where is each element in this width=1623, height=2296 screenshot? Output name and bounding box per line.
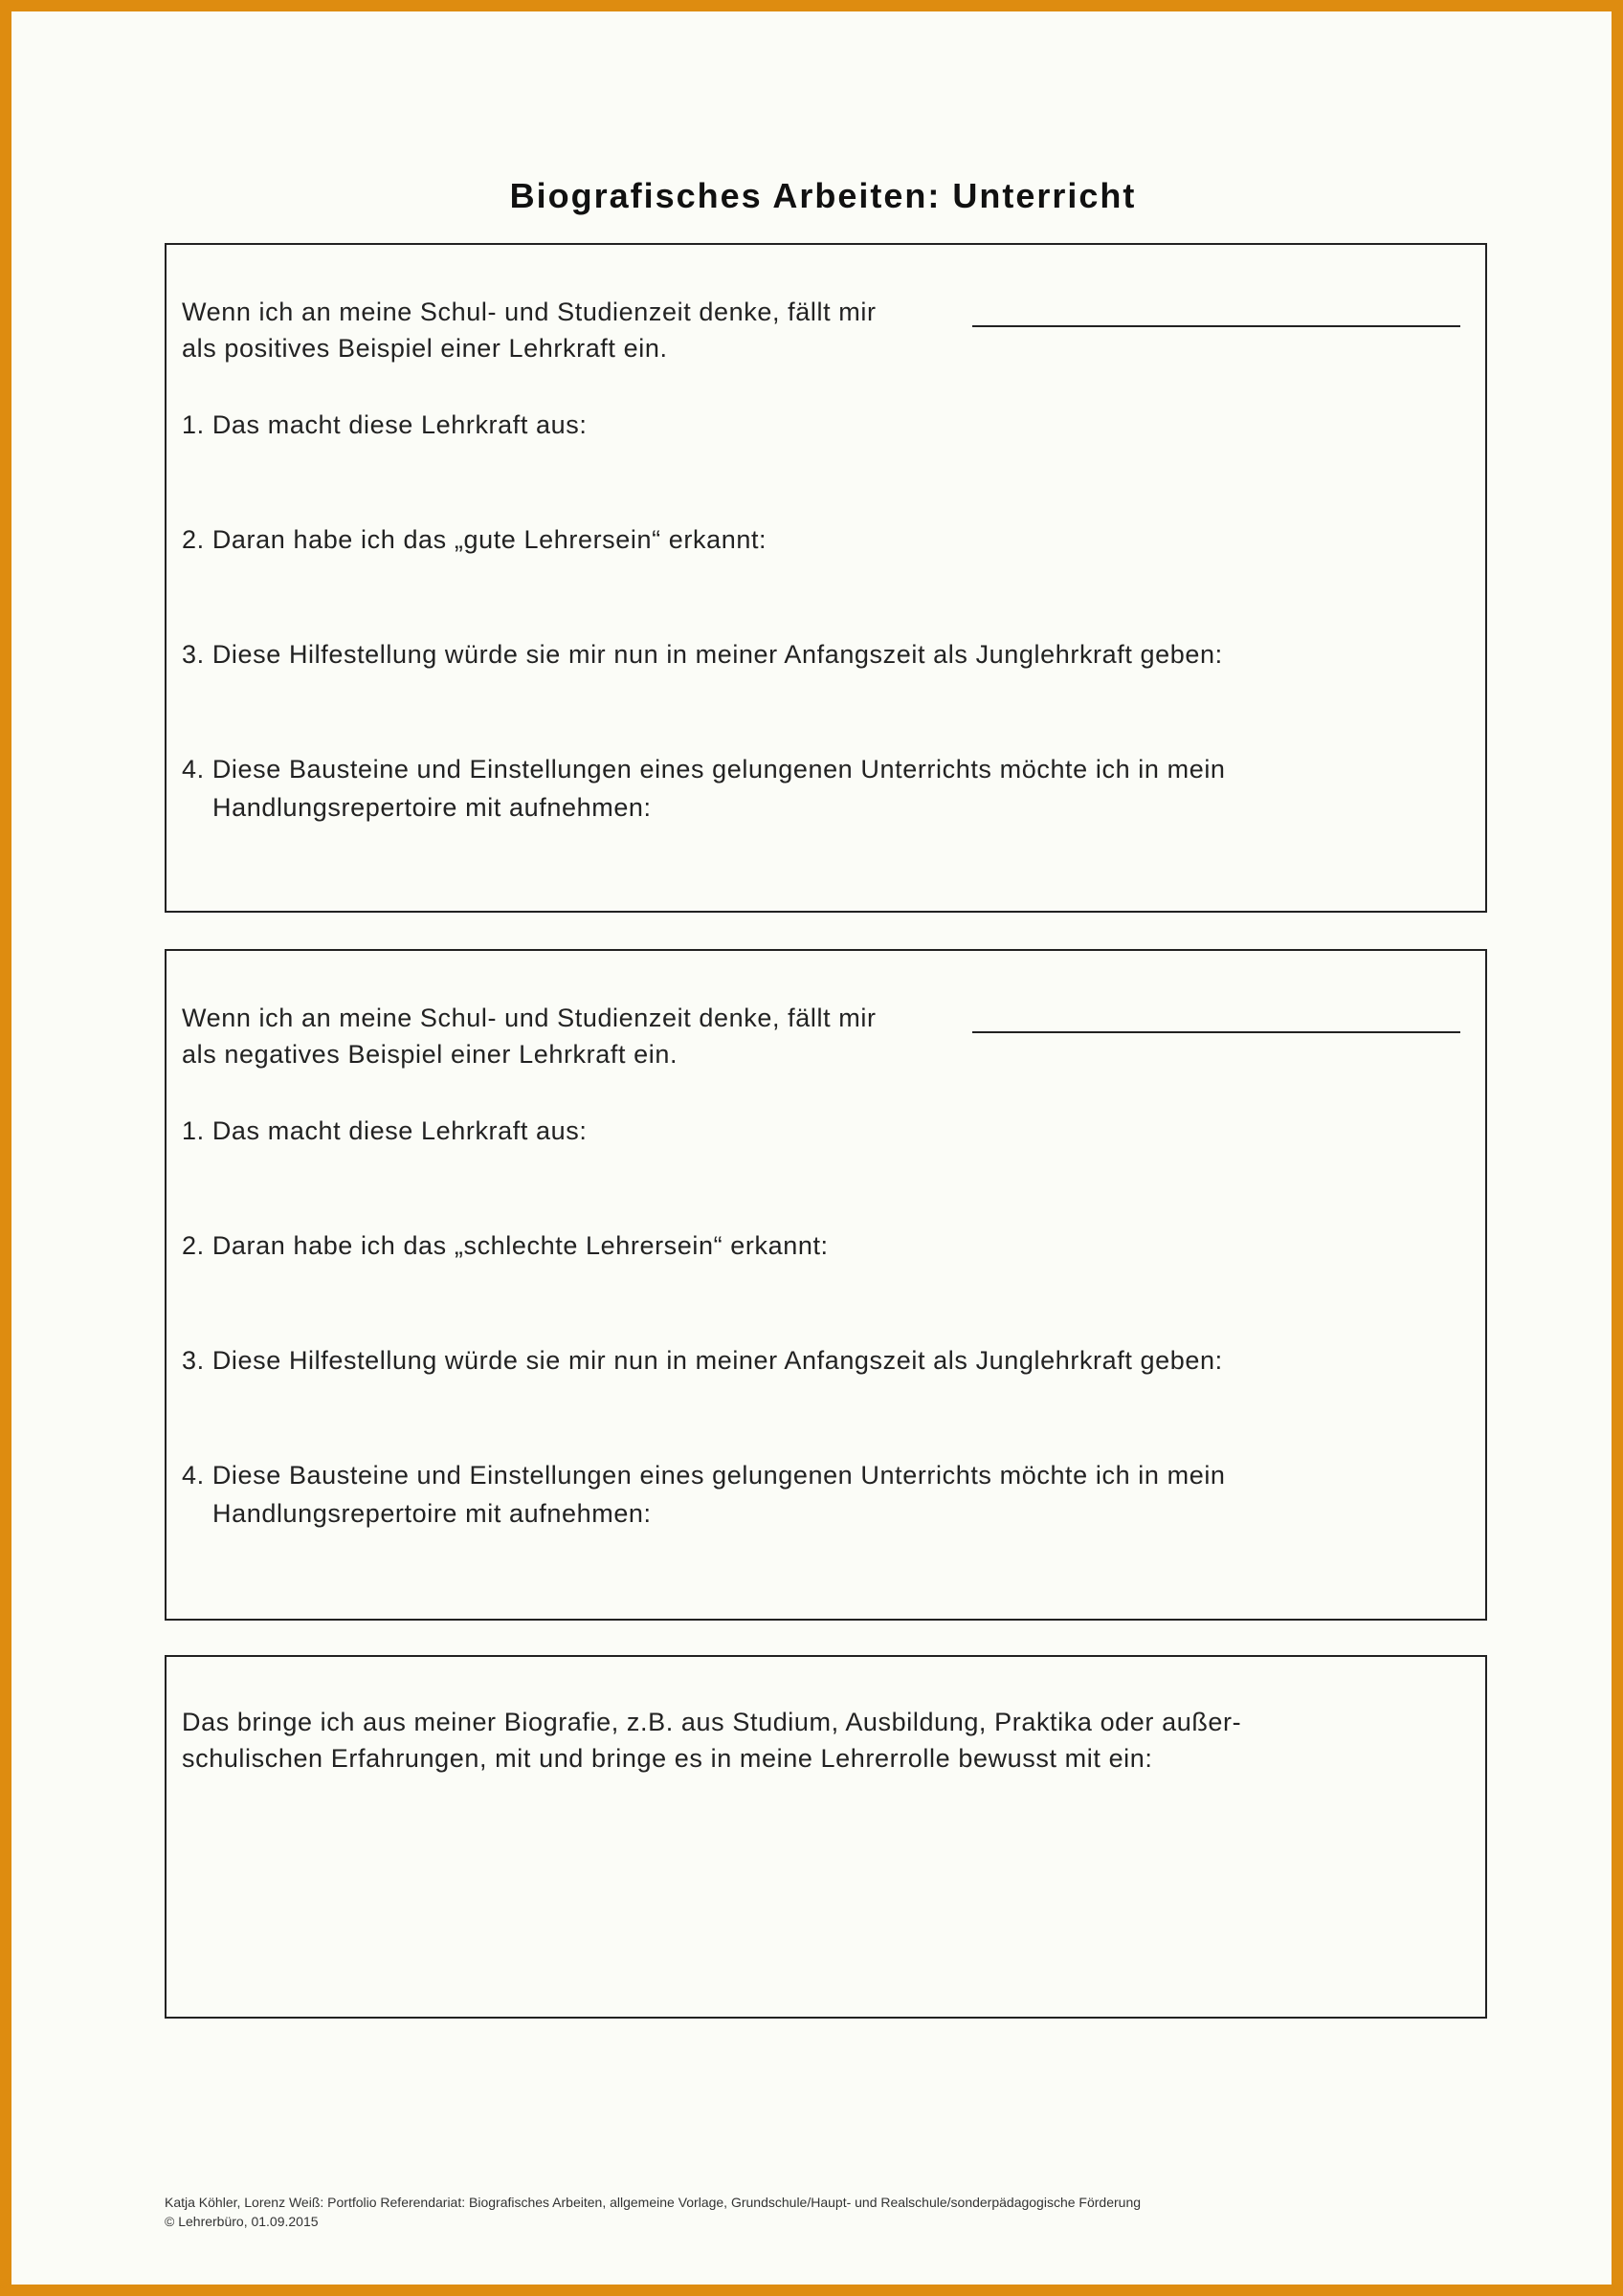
negative-question-2: 2. Daran habe ich das „schlechte Lehrersein“ erkannt:: [182, 1231, 829, 1260]
positive-question-3: 3. Diese Hilfestellung würde sie mir nun in meiner Anfangszeit als Junglehrkraft geben:: [182, 640, 1223, 669]
positive-intro-line1: Wenn ich an meine Schul- und Studienzeit denke, fällt mir: [182, 298, 877, 326]
positive-question-4-line1: 4. Diese Bausteine und Einstellungen eines gelungenen Unterrichts möchte ich in mein: [182, 755, 1226, 784]
biography-line2: schulischen Erfahrungen, mit und bringe es in meine Lehrerrolle bewusst mit ein:: [182, 1744, 1153, 1773]
negative-question-1: 1. Das macht diese Lehrkraft aus:: [182, 1116, 588, 1145]
footer-copyright: © Lehrerbüro, 01.09.2015: [165, 2214, 319, 2229]
positive-intro-line2: als positives Beispiel einer Lehrkraft ein.: [182, 334, 668, 363]
positive-example-box: [165, 243, 1487, 913]
negative-intro-line2: als negatives Beispiel einer Lehrkraft ein.: [182, 1040, 678, 1069]
biography-line1: Das bringe ich aus meiner Biografie, z.B. aus Studium, Ausbildung, Praktika oder außer-: [182, 1708, 1242, 1736]
positive-teacher-name-blank[interactable]: [972, 325, 1460, 327]
negative-intro-line1: Wenn ich an meine Schul- und Studienzeit denke, fällt mir: [182, 1004, 877, 1032]
footer-citation: Katja Köhler, Lorenz Weiß: Portfolio Referendariat: Biografisches Arbeiten, allgemeine Vorlage, Grundschule/Haupt- und Realschule/sonderpädagogische Förderung: [165, 2195, 1142, 2210]
positive-question-4-line2: Handlungsrepertoire mit aufnehmen:: [212, 793, 652, 822]
positive-question-1: 1. Das macht diese Lehrkraft aus:: [182, 410, 588, 439]
negative-question-4-line2: Handlungsrepertoire mit aufnehmen:: [212, 1499, 652, 1528]
negative-question-3: 3. Diese Hilfestellung würde sie mir nun in meiner Anfangszeit als Junglehrkraft geben:: [182, 1346, 1223, 1375]
negative-example-box: [165, 949, 1487, 1621]
biography-box: [165, 1655, 1487, 2019]
negative-question-4-line1: 4. Diese Bausteine und Einstellungen eines gelungenen Unterrichts möchte ich in mein: [182, 1461, 1226, 1490]
page-title: Biografisches Arbeiten: Unterricht: [509, 176, 1137, 215]
positive-question-2: 2. Daran habe ich das „gute Lehrersein“ erkannt:: [182, 525, 767, 554]
negative-teacher-name-blank[interactable]: [972, 1031, 1460, 1033]
